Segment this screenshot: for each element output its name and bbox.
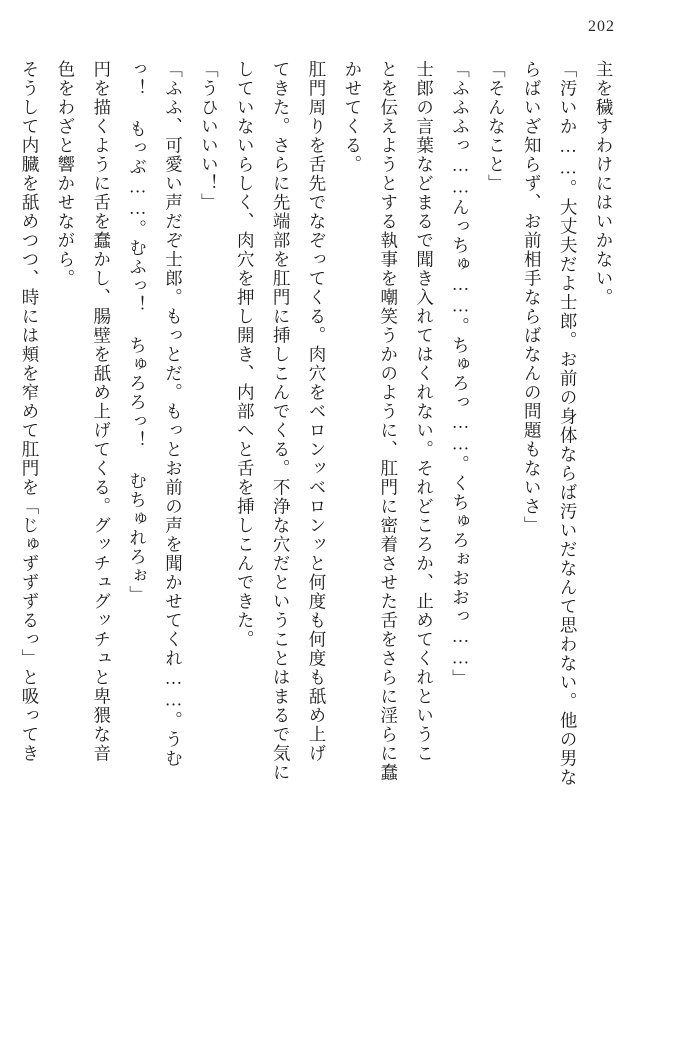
body-line: 主を穢すわけにはいかない。 — [594, 60, 614, 307]
body-text — [20, 60, 621, 1026]
body-line: 「ふふ、可愛い声だぞ士郎。もっとだ。もっとお前の声を聞かせてくれ……。うむ — [163, 60, 184, 768]
body-line: 「そんなこと」 — [486, 60, 507, 193]
body-line: てきた。さらに先端部を肛門に挿しこんでくる。不浄な穴だということはまるで気に — [271, 60, 292, 782]
body-line: 「うひいいい！」 — [199, 60, 220, 212]
body-line: とを伝えようとする執事を嘲笑うかのように、肛門に密着させた舌をさらに淫らに蠢 — [378, 60, 399, 782]
body-line: っ！ もっぶ……。むふっ！ ちゅろろっ！ むちゅれろぉ」 — [127, 60, 148, 605]
body-line: 「ふふふっ……んっちゅ……。ちゅろっ……。くちゅろぉおおっ……」 — [450, 60, 471, 688]
body-line: かせてくる。 — [342, 60, 363, 174]
body-line: 円を描くように舌を蠢かし、腸壁を舐め上げてくる。グッチュグッチュと卑猥な音 — [91, 60, 112, 763]
page-number: 202 — [588, 18, 615, 35]
body-line: 「汚いか……。大丈夫だよ士郎。お前の身体ならば汚いだなんて思わない。他の男な — [558, 60, 579, 787]
body-line: そうして内臓を舐めつつ、時には頬を窄めて肛門を「じゅずずずるっ」と吸ってき — [20, 60, 40, 763]
body-line: していないらしく、肉穴を押し開き、内部へと舌を挿しこんできた。 — [235, 60, 256, 649]
body-line: 色をわざと響かせながら。 — [55, 60, 76, 288]
body-line: 肛門周りを舌先でなぞってくる。肉穴をベロンッベロンッと何度も何度も舐め上げ — [307, 60, 327, 763]
body-line: らばいざ知らず、お前相手ならばなんの問題もないさ」 — [522, 60, 543, 535]
body-line: 士郎の言葉などまるで聞き入れてはくれない。それどころか、止めてくれというこ — [414, 60, 435, 763]
